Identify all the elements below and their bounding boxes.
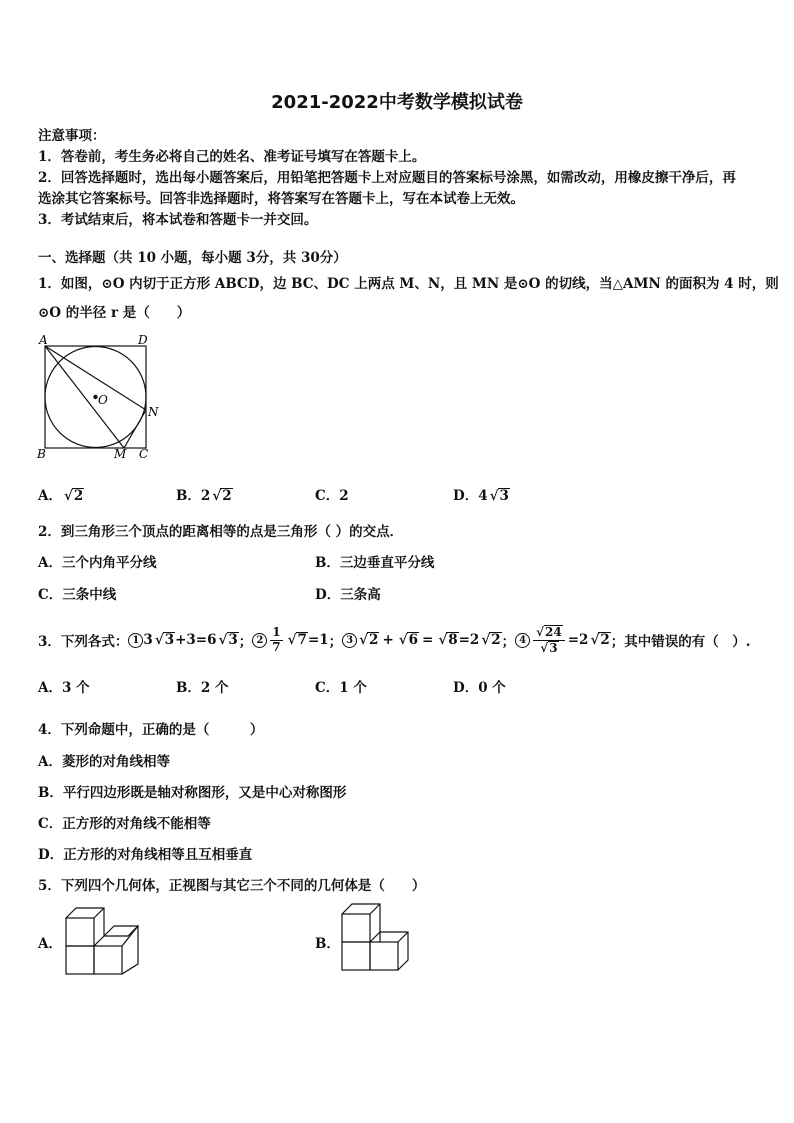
q4-option-a[interactable]: A．菱形的对角线相等 bbox=[38, 754, 170, 770]
notice-heading: 注意事项： bbox=[38, 128, 106, 144]
segment-am bbox=[45, 346, 124, 448]
section-heading: 一、选择题（共 10 小题，每小题 3分，共 30分） bbox=[38, 250, 347, 266]
label-b: B bbox=[37, 447, 46, 461]
q5-option-b-label[interactable]: B． bbox=[315, 936, 340, 952]
q2-option-c[interactable]: C．三条中线 bbox=[38, 587, 117, 603]
q1-option-c[interactable]: C．2 bbox=[315, 488, 349, 504]
q3-option-a[interactable]: A．3 个 bbox=[38, 680, 90, 696]
q5-stem: 5．下列四个几何体，正视图与其它三个不同的几何体是（ ） bbox=[38, 878, 426, 894]
label-c: C bbox=[139, 447, 149, 461]
q5-option-b-solid bbox=[338, 898, 420, 978]
q4-option-b[interactable]: B．平行四边形既是轴对称图形，又是中心对称图形 bbox=[38, 785, 347, 801]
segment-mn bbox=[124, 410, 146, 448]
q2-stem: 2．到三角形三个顶点的距离相等的点是三角形（ ）的交点． bbox=[38, 524, 404, 540]
q3-option-c[interactable]: C．1 个 bbox=[315, 680, 367, 696]
q5-option-a-solid bbox=[62, 898, 144, 978]
q3-stem: 3．下列各式： 1 3 √ 3 +3=6 √ 3 ； 2 $\frac{1}{7}$ √ 7 =1 ； 3 √ 2 + √ 6 = √ 8 =2 √ 2 ； 4 √ 24 √ 3 =2 √ 2 ；其中错误的有（ ）. bbox=[38, 620, 750, 660]
label-o: O bbox=[98, 393, 108, 407]
q1-option-b[interactable]: B．2√ 2 bbox=[176, 484, 233, 504]
q3-option-b[interactable]: B．2 个 bbox=[176, 680, 229, 696]
q4-option-d[interactable]: D．正方形的对角线相等且互相垂直 bbox=[38, 847, 253, 863]
label-a: A bbox=[39, 333, 48, 347]
notice-item: 选涂其它答案标号。回答非选择题时，将答案写在答题卡上，写在本试卷上无效。 bbox=[38, 191, 524, 207]
q4-stem: 4．下列命题中，正确的是（ ） bbox=[38, 722, 264, 738]
q2-option-d[interactable]: D．三条高 bbox=[315, 587, 381, 603]
q1-figure bbox=[34, 332, 164, 464]
q1-stem: ⊙O 的半径 r 是（ ） bbox=[38, 305, 191, 321]
q1-option-a[interactable]: A．√ 2 bbox=[38, 484, 84, 504]
notice-item: 3．考试结束后，将本试卷和答题卡一并交回。 bbox=[38, 212, 318, 228]
q4-option-c[interactable]: C．正方形的对角线不能相等 bbox=[38, 816, 211, 832]
q1-stem: 1．如图，⊙O 内切于正方形 ABCD，边 BC、DC 上两点 M、N，且 MN 是⊙O 的切线，当△AMN 的面积为 4 时，则 bbox=[38, 276, 779, 292]
label-m: M bbox=[114, 447, 127, 461]
q2-option-b[interactable]: B．三边垂直平分线 bbox=[315, 555, 435, 571]
notice-item: 1．答卷前，考生务必将自己的姓名、准考证号填写在答题卡上。 bbox=[38, 149, 426, 165]
label-n: N bbox=[148, 405, 159, 419]
label-d: D bbox=[138, 333, 148, 347]
q2-option-a[interactable]: A．三个内角平分线 bbox=[38, 555, 157, 571]
q5-option-a-label[interactable]: A． bbox=[38, 936, 62, 952]
page-title: 2021-2022中考数学模拟试卷 bbox=[271, 92, 523, 113]
notice-item: 2．回答选择题时，选出每小题答案后，用铅笔把答题卡上对应题目的答案标号涂黑，如需改动，用橡皮擦干净后，再 bbox=[38, 170, 736, 186]
q1-option-d[interactable]: D．4√ 3 bbox=[453, 484, 510, 504]
q3-option-d[interactable]: D．0 个 bbox=[453, 680, 506, 696]
segment-an bbox=[45, 346, 146, 410]
